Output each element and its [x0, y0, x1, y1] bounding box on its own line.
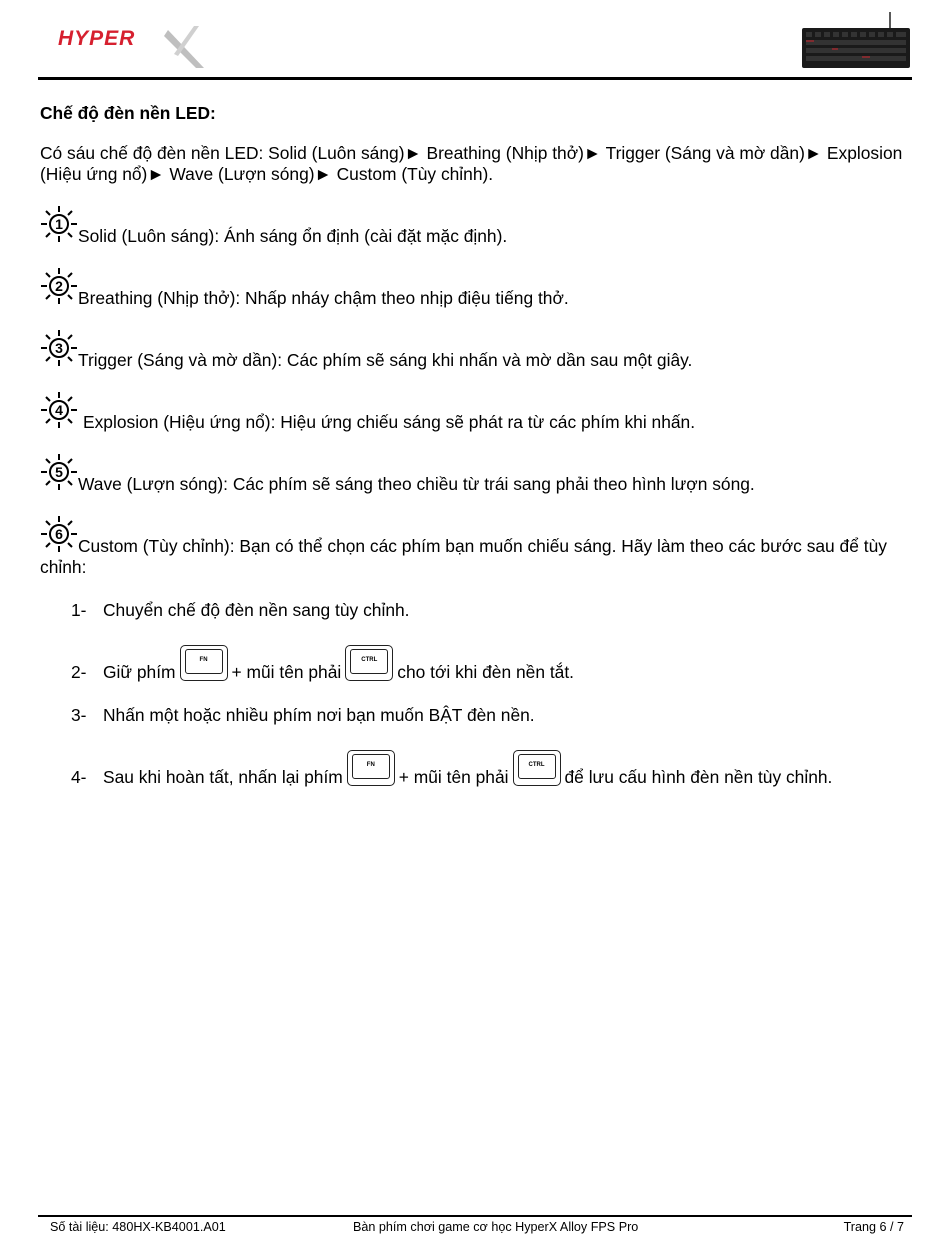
mode-description: Solid (Luôn sáng): Ánh sáng ổn định (cài đặt mặc định).	[78, 226, 508, 246]
svg-text:4: 4	[55, 402, 63, 418]
mode-item	[40, 515, 912, 578]
sun-number-icon	[40, 515, 78, 553]
sun-number-icon	[40, 391, 78, 429]
mode-item	[40, 329, 912, 371]
header-divider	[38, 77, 912, 80]
intro-paragraph: Có sáu chế độ đèn nền LED: Solid (Luôn sáng)► Breathing (Nhịp thở)► Trigger (Sáng và mờ dần)► Explosion (Hiệu ứng nổ)► Wave (Lượn sóng)► Custom (Tùy chỉnh).	[40, 143, 903, 184]
sun-number-icon	[40, 329, 78, 367]
footer-doc-number: Số tài liệu: 480HX-KB4001.A01	[50, 1220, 226, 1234]
mode-item	[40, 205, 912, 247]
list-item	[71, 600, 912, 621]
step-text: + mũi tên phải	[398, 767, 509, 787]
footer-page-number: Trang 6 / 7	[843, 1220, 904, 1234]
step-text: để lưu cấu hình đèn nền tùy chỉnh.	[564, 767, 833, 787]
svg-text:1: 1	[55, 216, 63, 232]
footer-divider	[38, 1215, 912, 1217]
svg-text:5: 5	[55, 464, 63, 480]
step-number: 1-	[71, 600, 87, 620]
step-text: cho tới khi đèn nền tắt.	[397, 662, 574, 682]
step-text: Nhấn một hoặc nhiều phím nơi bạn muốn BẬT đèn nền.	[103, 705, 535, 725]
svg-text:6: 6	[55, 526, 63, 542]
step-number: 3-	[71, 705, 87, 725]
step-text: + mũi tên phải	[231, 662, 342, 682]
section-title: Chế độ đèn nền LED:	[40, 103, 216, 123]
page-header	[0, 0, 950, 82]
ctrl-key-icon: CTRL	[345, 645, 393, 681]
step-text: Giữ phím	[103, 662, 176, 682]
mode-item	[40, 391, 912, 433]
sun-number-icon	[40, 267, 78, 305]
page-content	[40, 98, 912, 808]
footer-product: Bàn phím chơi game cơ học HyperX Alloy FPS Pro	[353, 1220, 639, 1234]
list-item	[71, 752, 912, 788]
hyperx-logo	[56, 18, 206, 70]
mode-description: Explosion (Hiệu ứng nổ): Hiệu ứng chiếu sáng sẽ phát ra từ các phím khi nhấn.	[83, 412, 696, 432]
mode-item	[40, 267, 912, 309]
step-number: 2-	[71, 662, 87, 682]
ctrl-key-icon: CTRL	[513, 750, 561, 786]
mode-description: Trigger (Sáng và mờ dần): Các phím sẽ sáng khi nhấn và mờ dần sau một giây.	[78, 350, 693, 370]
mode-description: Breathing (Nhịp thở): Nhấp nháy chậm theo nhịp điệu tiếng thở.	[78, 288, 569, 308]
step-number: 4-	[71, 767, 87, 787]
step-text: Sau khi hoàn tất, nhấn lại phím	[103, 767, 343, 787]
fn-key-icon: FN	[347, 750, 395, 786]
keyboard-image	[802, 12, 910, 68]
step-text: Chuyển chế độ đèn nền sang tùy chỉnh.	[103, 600, 410, 620]
sun-number-icon	[40, 205, 78, 243]
custom-steps-list	[40, 600, 912, 788]
sun-number-icon	[40, 453, 78, 491]
svg-text:3: 3	[55, 340, 63, 356]
mode-description: Custom (Tùy chỉnh): Bạn có thể chọn các phím bạn muốn chiếu sáng. Hãy làm theo các bước sau để tùy chỉnh:	[40, 536, 887, 577]
mode-item	[40, 453, 912, 495]
fn-key-icon: FN	[180, 645, 228, 681]
list-item	[71, 705, 912, 726]
svg-text:HYPER: HYPER	[58, 27, 136, 50]
svg-text:2: 2	[55, 278, 63, 294]
list-item	[71, 647, 912, 683]
mode-description: Wave (Lượn sóng): Các phím sẽ sáng theo chiều từ trái sang phải theo hình lượn sóng.	[78, 474, 755, 494]
